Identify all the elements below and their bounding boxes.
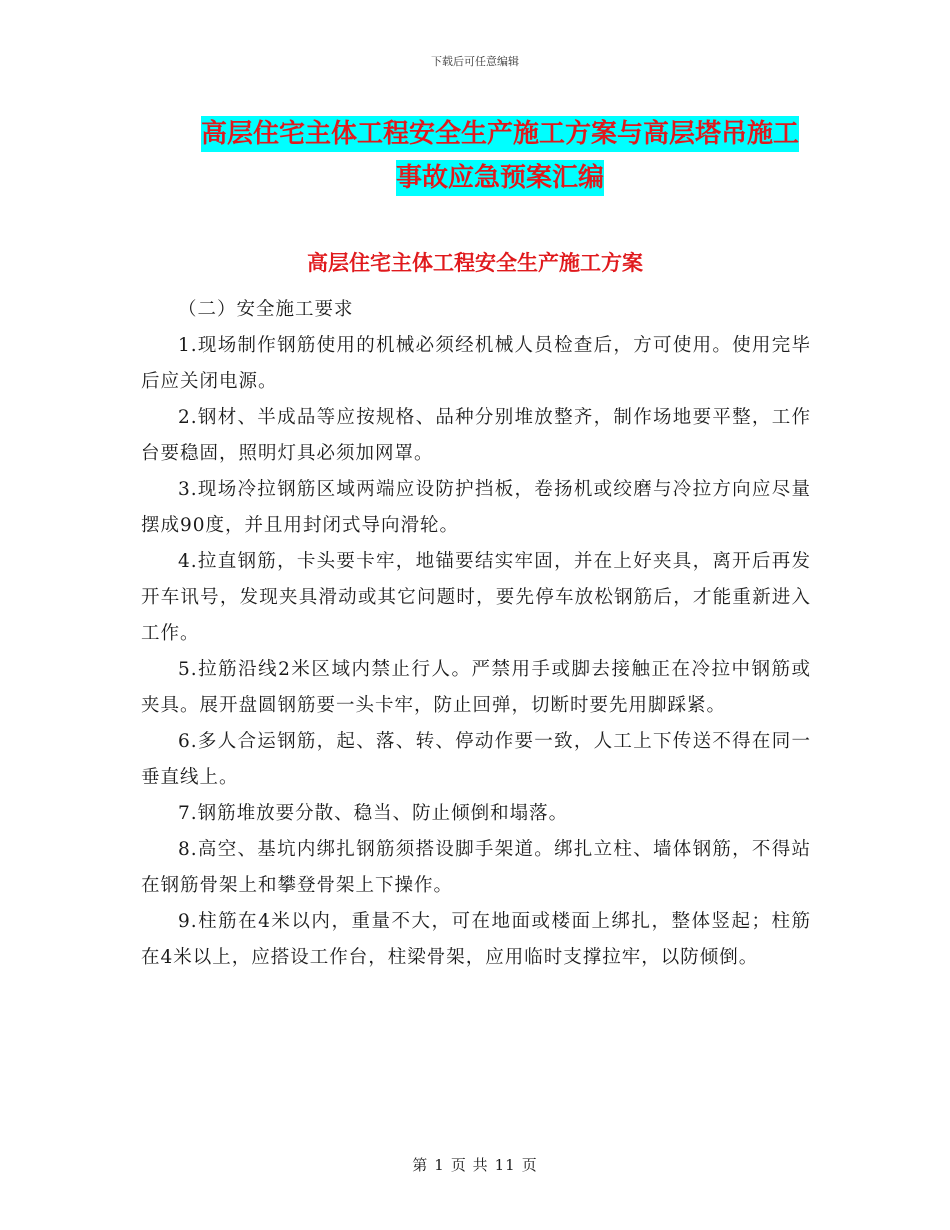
section-title: 高层住宅主体工程安全生产施工方案 (307, 251, 643, 275)
footer-mid: 页 共 (450, 1156, 489, 1174)
body-text (141, 292, 811, 976)
page-number: 1 (434, 1156, 445, 1174)
paragraph: 8.高空、基坑内绑扎钢筋须搭设脚手架道。绑扎立柱、墙体钢筋，不得站在钢筋骨架上和攀登骨架上下操作。 (141, 839, 811, 896)
paragraph: 1.现场制作钢筋使用的机械必须经机械人员检查后，方可使用。使用完毕后应关闭电源。 (141, 335, 811, 392)
footer-suffix: 页 (521, 1156, 538, 1174)
page-total: 11 (494, 1156, 516, 1174)
paragraph: 9.柱筋在4米以内，重量不大，可在地面或楼面上绑扎，整体竖起；柱筋在4米以上，应搭设工作台，柱梁骨架，应用临时支撑拉牢，以防倾倒。 (141, 911, 811, 968)
paragraph: 4.拉直钢筋，卡头要卡牢，地锚要结实牢固，并在上好夹具，离开后再发开车讯号，发现夹具滑动或其它问题时，要先停车放松钢筋后，才能重新进入工作。 (141, 551, 811, 644)
document-title-line-2: 事故应急预案汇编 (396, 160, 604, 196)
header-note: 下载后可任意编辑 (431, 55, 519, 68)
subsection-heading: （二）安全施工要求 (178, 299, 354, 320)
paragraph: 6.多人合运钢筋，起、落、转、停动作要一致，人工上下传送不得在同一垂直线上。 (141, 731, 811, 788)
paragraph: 7.钢筋堆放要分散、稳当、防止倾倒和塌落。 (178, 803, 569, 824)
page-footer (0, 1154, 950, 1175)
document-title-line-1: 高层住宅主体工程安全生产施工方案与高层塔吊施工 (201, 116, 799, 152)
paragraph: 5.拉筋沿线2米区域内禁止行人。严禁用手或脚去接触正在冷拉中钢筋或夹具。展开盘圆钢筋要一头卡牢，防止回弹，切断时要先用脚踩紧。 (141, 659, 811, 716)
document-title (140, 112, 860, 200)
footer-prefix: 第 (412, 1156, 429, 1174)
paragraph: 3.现场冷拉钢筋区域两端应设防护挡板，卷扬机或绞磨与冷拉方向应尽量摆成90度，并且用封闭式导向滑轮。 (141, 479, 811, 536)
paragraph: 2.钢材、半成品等应按规格、品种分别堆放整齐，制作场地要平整，工作台要稳固，照明灯具必须加网罩。 (141, 407, 811, 464)
